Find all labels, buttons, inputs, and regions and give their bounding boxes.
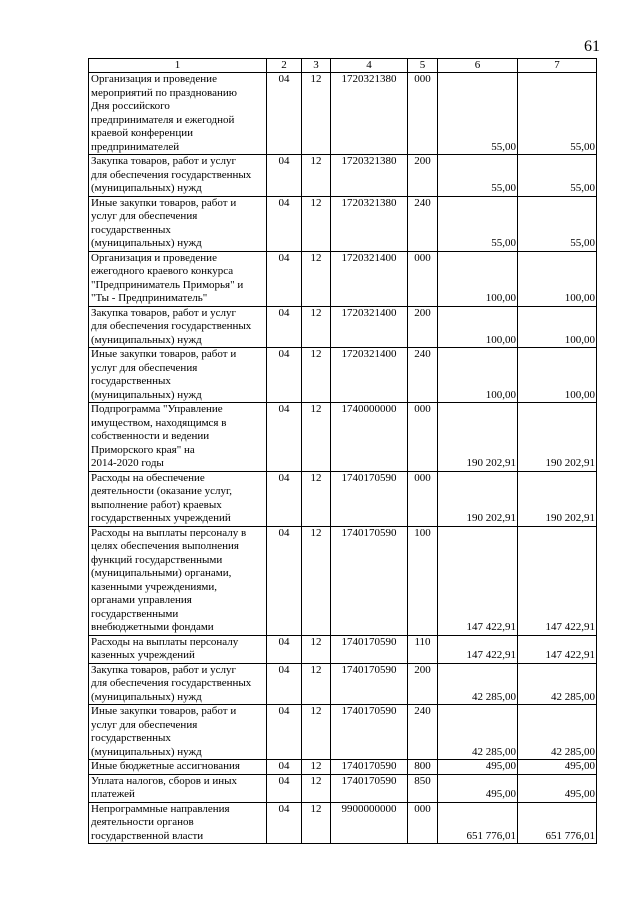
expense-name-line: Подпрограмма "Управление [91,403,223,415]
expense-name-line: Уплата налогов, сборов и иных [91,774,238,787]
subsection-code-cell: 12 [302,663,331,705]
section-code-cell: 04 [267,760,302,775]
expense-name-line: собственности и ведении [91,430,210,442]
expense-name-line: казенных учреждений [91,649,195,661]
expense-name-line: Расходы на выплаты персоналу в [91,526,247,539]
subsection-code-cell: 12 [302,155,331,197]
expense-name-line: государственных [91,375,171,387]
section-code-cell: 04 [267,526,302,635]
amount-total-cell: 651 776,01 [518,802,597,844]
expense-name-line: Расходы на обеспечение [91,471,205,484]
amount-cell: 147 422,91 [438,635,518,663]
expense-name-line: деятельности (оказание услуг, [91,485,232,497]
expense-name-line: (муниципальных) нужд [91,388,202,401]
table-row [89,526,597,635]
column-header: 7 [518,59,597,73]
subsection-code-cell: 12 [302,526,331,635]
table-row [89,251,597,306]
expense-name-line: для обеспечения государственных [91,168,252,181]
subsection-code-cell: 12 [302,774,331,802]
expense-type-cell: 000 [408,403,438,472]
expense-name-cell [89,348,267,403]
amount-cell: 495,00 [438,774,518,802]
expense-type-cell: 000 [408,471,438,526]
amount-cell: 55,00 [438,73,518,155]
budget-table [88,58,597,844]
target-article-cell: 1740170590 [331,705,408,760]
target-article-cell: 1740170590 [331,635,408,663]
expense-name-line: функций государственными [91,553,223,566]
amount-total-cell: 42 285,00 [518,705,597,760]
column-header: 1 [89,59,267,73]
table-row [89,348,597,403]
amount-total-cell: 100,00 [518,348,597,403]
subsection-code-cell: 12 [302,196,331,251]
table-body [89,73,597,844]
expense-name-line: государственной власти [91,829,204,842]
table-row [89,155,597,197]
expense-name-line: государственных [91,732,171,744]
expense-name-cell [89,635,267,663]
subsection-code-cell: 12 [302,348,331,403]
amount-cell: 147 422,91 [438,526,518,635]
section-code-cell: 04 [267,663,302,705]
amount-total-cell: 42 285,00 [518,663,597,705]
expense-name-line: Приморского края" на [91,443,195,456]
expense-name-cell [89,73,267,155]
expense-name-line: Иные бюджетные ассигнования [91,760,240,772]
expense-name-line: целях обеспечения выполнения [91,540,239,552]
subsection-code-cell: 12 [302,73,331,155]
expense-name-line: Организация и проведение [91,73,217,85]
expense-name-cell [89,760,267,775]
expense-name-line: предпринимателей [91,140,180,153]
column-header: 4 [331,59,408,73]
target-article-cell: 1740170590 [331,774,408,802]
expense-name-cell [89,705,267,760]
section-code-cell: 04 [267,73,302,155]
table-header-row [89,59,597,73]
expense-name-line: Закупка товаров, работ и услуг [91,306,236,319]
expense-name-line: услуг для обеспечения [91,361,198,374]
section-code-cell: 04 [267,802,302,844]
expense-name-cell [89,306,267,348]
target-article-cell: 1740170590 [331,526,408,635]
expense-name-line: услуг для обеспечения [91,718,198,731]
amount-cell: 100,00 [438,348,518,403]
amount-cell: 42 285,00 [438,663,518,705]
target-article-cell: 1720321380 [331,196,408,251]
expense-type-cell: 240 [408,196,438,251]
section-code-cell: 04 [267,635,302,663]
expense-name-cell [89,196,267,251]
expense-name-line: Дня российского [91,100,170,112]
target-article-cell: 1740170590 [331,760,408,775]
column-header: 6 [438,59,518,73]
expense-name-line: внебюджетными фондами [91,621,214,633]
subsection-code-cell: 12 [302,802,331,844]
expense-name-line: (муниципальных) нужд [91,182,202,194]
amount-total-cell: 55,00 [518,73,597,155]
expense-name-cell [89,802,267,844]
expense-name-line: Иные закупки товаров, работ и [91,705,237,717]
section-code-cell: 04 [267,251,302,306]
table-row [89,635,597,663]
expense-type-cell: 200 [408,155,438,197]
expense-name-line: Закупка товаров, работ и услуг [91,663,236,676]
table-row [89,196,597,251]
amount-total-cell: 147 422,91 [518,526,597,635]
expense-name-line: краевой конференции [91,127,193,139]
expense-name-cell [89,526,267,635]
amount-total-cell: 190 202,91 [518,471,597,526]
amount-cell: 651 776,01 [438,802,518,844]
amount-total-cell: 190 202,91 [518,403,597,472]
expense-name-line: Непрограммные направления [91,802,230,815]
expense-name-line: ежегодного краевого конкурса [91,265,234,277]
subsection-code-cell: 12 [302,251,331,306]
expense-name-line: государственными [91,607,179,620]
subsection-code-cell: 12 [302,471,331,526]
expense-name-line: (муниципальных) нужд [91,237,202,249]
expense-type-cell: 850 [408,774,438,802]
table-row [89,73,597,155]
amount-cell: 100,00 [438,306,518,348]
expense-type-cell: 000 [408,73,438,155]
expense-name-line: (муниципальных) нужд [91,690,202,703]
table-row [89,774,597,802]
amount-total-cell: 495,00 [518,774,597,802]
subsection-code-cell: 12 [302,760,331,775]
target-article-cell: 1720321380 [331,73,408,155]
amount-cell: 190 202,91 [438,471,518,526]
amount-total-cell: 55,00 [518,196,597,251]
expense-name-line: (муниципальными) органами, [91,567,232,579]
expense-name-line: для обеспечения государственных [91,677,252,689]
expense-type-cell: 100 [408,526,438,635]
subsection-code-cell: 12 [302,705,331,760]
target-article-cell: 1720321400 [331,348,408,403]
expense-type-cell: 240 [408,705,438,760]
expense-type-cell: 240 [408,348,438,403]
expense-name-line: "Ты - Предприниматель" [91,292,208,304]
page-number: 61 [584,38,600,55]
target-article-cell: 1740000000 [331,403,408,472]
expense-type-cell: 000 [408,251,438,306]
expense-name-cell [89,471,267,526]
expense-name-line: органами управления [91,594,192,606]
expense-name-line: (муниципальных) нужд [91,333,202,346]
expense-name-line: мероприятий по празднованию [91,86,237,99]
subsection-code-cell: 12 [302,306,331,348]
expense-name-line: государственных учреждений [91,512,231,524]
amount-total-cell: 495,00 [518,760,597,775]
section-code-cell: 04 [267,403,302,472]
expense-name-cell [89,663,267,705]
expense-name-line: Организация и проведение [91,251,217,264]
expense-name-line: платежей [91,788,135,800]
expense-name-cell [89,403,267,472]
target-article-cell: 9900000000 [331,802,408,844]
section-code-cell: 04 [267,306,302,348]
amount-cell: 100,00 [438,251,518,306]
section-code-cell: 04 [267,196,302,251]
subsection-code-cell: 12 [302,635,331,663]
expense-name-cell [89,251,267,306]
amount-cell: 55,00 [438,196,518,251]
column-header: 5 [408,59,438,73]
table-row [89,306,597,348]
expense-name-line: предпринимателя и ежегодной [91,113,235,126]
table-row [89,760,597,775]
expense-name-line: государственных [91,223,171,236]
amount-cell: 190 202,91 [438,403,518,472]
expense-type-cell: 800 [408,760,438,775]
amount-total-cell: 100,00 [518,306,597,348]
amount-total-cell: 55,00 [518,155,597,197]
expense-name-line: казенными учреждениями, [91,580,217,593]
amount-cell: 55,00 [438,155,518,197]
table-row [89,802,597,844]
expense-name-line: (муниципальных) нужд [91,745,202,758]
column-header: 3 [302,59,331,73]
section-code-cell: 04 [267,471,302,526]
expense-name-cell [89,774,267,802]
section-code-cell: 04 [267,705,302,760]
expense-name-line: Иные закупки товаров, работ и [91,348,237,360]
target-article-cell: 1740170590 [331,663,408,705]
expense-type-cell: 200 [408,306,438,348]
expense-name-line: "Предприниматель Приморья" и [91,278,244,291]
expense-name-line: выполнение работ) краевых [91,498,222,511]
amount-cell: 42 285,00 [438,705,518,760]
amount-cell: 495,00 [438,760,518,775]
expense-name-line: 2014-2020 годы [91,457,164,469]
target-article-cell: 1720321380 [331,155,408,197]
section-code-cell: 04 [267,155,302,197]
target-article-cell: 1720321400 [331,251,408,306]
table-row [89,663,597,705]
expense-name-line: имуществом, находящимся в [91,416,227,429]
target-article-cell: 1720321400 [331,306,408,348]
table-row [89,705,597,760]
expense-type-cell: 110 [408,635,438,663]
expense-name-line: услуг для обеспечения [91,210,198,222]
column-header: 2 [267,59,302,73]
expense-name-cell [89,155,267,197]
table-row [89,471,597,526]
amount-total-cell: 147 422,91 [518,635,597,663]
section-code-cell: 04 [267,774,302,802]
expense-type-cell: 200 [408,663,438,705]
expense-name-line: Иные закупки товаров, работ и [91,196,237,209]
expense-type-cell: 000 [408,802,438,844]
expense-name-line: деятельности органов [91,816,194,828]
section-code-cell: 04 [267,348,302,403]
subsection-code-cell: 12 [302,403,331,472]
expense-name-line: Расходы на выплаты персоналу [91,635,239,648]
expense-name-line: для обеспечения государственных [91,320,252,332]
amount-total-cell: 100,00 [518,251,597,306]
target-article-cell: 1740170590 [331,471,408,526]
table-row [89,403,597,472]
expense-name-line: Закупка товаров, работ и услуг [91,155,236,167]
